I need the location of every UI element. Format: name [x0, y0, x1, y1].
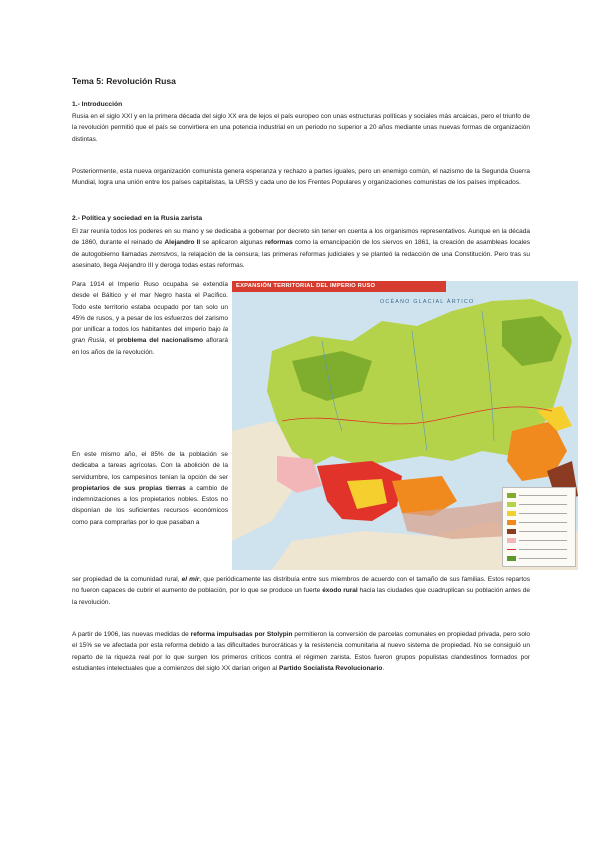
- legend-item: [507, 502, 571, 507]
- section-heading-introduccion: 1.- Introducción: [72, 101, 123, 108]
- legend-item: [507, 520, 571, 525]
- paragraph-poblacion-agricola: En este mismo año, el 85% de la población se dedicaba a tareas agrícolas. Con la abolición de la servidumbre, los campesinos tenían la opción de ser propietarios de sus propias tierras a cambio de indemnizaciones a los propietarios nobles. Estos no disponían de los suficientes recursos económicos como para comprarlas por lo que pasaban a: [72, 451, 228, 526]
- legend-item: [507, 556, 571, 561]
- section-heading-politica: 2.- Política y sociedad en la Rusia zarista: [72, 215, 203, 222]
- paragraph-intro-1: Rusia en el siglo XXI y en la primera década del siglo XX era de lejos el país europeo con unas estructuras políticas y sociales más arcaicas, pero el triunfo de la revolución permitió que el país se convirtiera en una potencia industrial en un periodo no superior a 20 años mediante unas nuevas formas de organización distintas.: [72, 113, 530, 143]
- russian-empire-expansion-map: [232, 281, 578, 570]
- map-title: EXPANSIÓN TERRITORIAL DEL IMPERIO RUSO: [232, 281, 446, 292]
- paragraph-mir: ser propiedad de la comunidad rural, el mir, que periódicamente las distribuía entre sus miembros de acuerdo con el tamaño de sus familias. Estos repartos no fueron capaces de cubrir el aumento de población, por lo que se produce un fuerte éxodo rural hacia las ciudades que cuadruplican su población antes de la revolución.: [72, 576, 530, 606]
- legend-item: [507, 529, 571, 534]
- map-legend: [502, 487, 576, 567]
- legend-item: [507, 547, 571, 552]
- legend-item: [507, 538, 571, 543]
- paragraph-politica-1: El zar reunía todos los poderes en su mano y se dedicaba a gobernar por decreto sin tener en cuenta a los organismos representativos. Aunque en la década de 1860, durante el reinado de Alejandro II se aplicaron algunas reformas como la emancipación de los siervos en 1861, la creación de asambleas locales de autogobierno llamadas zemstvos, la relajación de la censura, las primeras reformas judiciales y se planteó la redacción de una Constitución. Pero tras su asesinato, llega Alejandro III y deroga todas estas reformas.: [72, 228, 530, 269]
- paragraph-imperio-1914: Para 1914 el Imperio Ruso ocupaba se extendía desde el Báltico y el mar Negro hasta el Pacífico. Todo este territorio estaba ocupado por tan solo un 45% de rusos, y a pesar de los esfuerzos del zarismo por unificar a todos los habitantes del imperio bajo la gran Rusia, el problema del nacionalismo aflorará en los años de la revolución.: [72, 281, 228, 356]
- paragraph-intro-2: Posteriormente, esta nueva organización comunista genera esperanza y rechazo a partes iguales, pero un enemigo común, el nazismo de la Segunda Guerra Mundial, logra una unión entre los países capitalistas, la URSS y cada uno de los Frentes Populares y organizaciones comunistas de los países implicados.: [72, 168, 530, 187]
- paragraph-stolypin: A partir de 1906, las nuevas medidas de reforma impulsadas por Stolypin permitieron la conversión de parcelas comunales en propiedad privada, pero solo el 15% se ve afectada por esta reforma debido a las dificultades burocráticas y la resistencia comunitaria al nuevo sistema de propiedad. No se consiguió un reparto de la riqueza real por lo que surgen los primeros críticos contra el régimen zarista. Estos fueron grupos populistas clandestinos formados por estudiantes intelectuales que a comienzos del siglo XX darían origen al Partido Socialista Revolucionario.: [72, 631, 530, 672]
- legend-item: [507, 493, 571, 498]
- page-title: Tema 5: Revolución Rusa: [72, 76, 176, 86]
- ocean-label: OCÉANO GLACIAL ÁRTICO: [380, 299, 475, 305]
- legend-item: [507, 511, 571, 516]
